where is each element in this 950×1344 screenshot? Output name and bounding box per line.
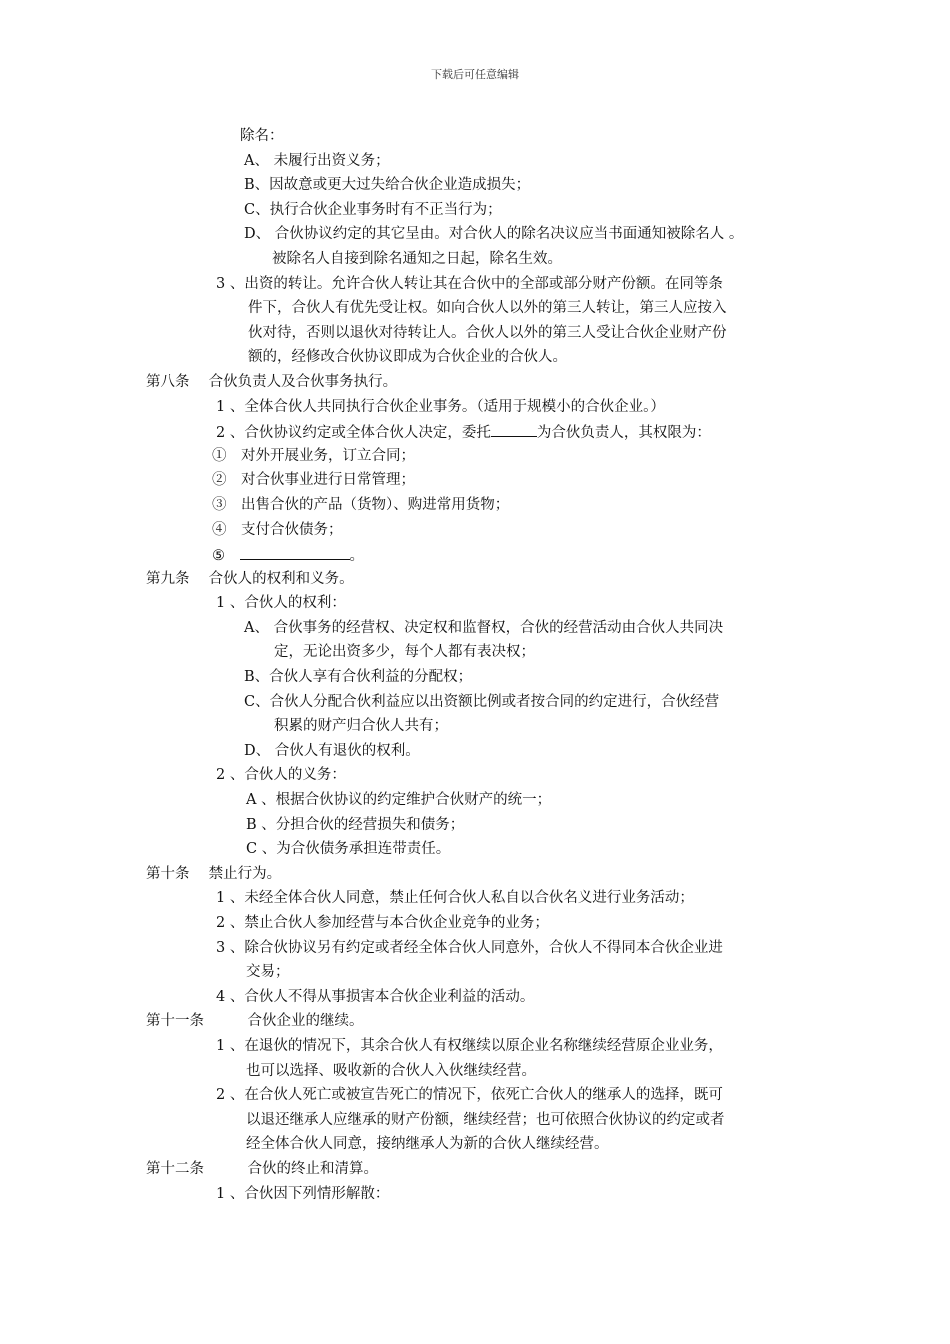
line-text: C、执行合伙企业事务时有不正当行为； [244, 201, 502, 218]
text-line [0, 591, 950, 616]
line-text-before: 2 、合伙协议约定或全体合伙人决定，委托 [216, 425, 491, 442]
line-text: ② 对合伙事业进行日常管理； [212, 472, 415, 489]
line-text: 除名： [240, 128, 284, 144]
text-line [0, 837, 950, 862]
text-line [0, 345, 950, 370]
article-heading [0, 862, 950, 887]
line-text: ③ 出售合伙的产品（货物）、购进常用货物； [212, 496, 510, 513]
line-text: C、合伙人分配合伙利益应以出资额比例或者按合同的约定进行，合伙经营 [244, 693, 720, 710]
fill-in-blank[interactable] [240, 542, 350, 560]
text-line [0, 936, 950, 961]
text-line [0, 960, 950, 985]
text-line [0, 690, 950, 715]
line-text [212, 542, 364, 569]
line-text: 交易； [246, 964, 290, 981]
text-line [0, 419, 950, 444]
line-text: 伙对待，否则以退伙对待转让人。合伙人以外的第三人受让合伙企业财产份 [248, 324, 727, 341]
line-text-before: ⑤ [212, 548, 240, 565]
line-text: ① 对外开展业务，订立合同； [212, 447, 415, 464]
text-line [0, 247, 950, 272]
line-text: 第九条 合伙人的权利和义务。 [146, 570, 354, 587]
text-line [0, 813, 950, 838]
article-heading [0, 567, 950, 592]
line-text: 1 、在退伙的情况下，其余合伙人有权继续以原企业名称继续经营原企业业务， [216, 1037, 723, 1054]
line-text: 以退还继承人应继承的财产份额，继续经营；也可依照合伙协议的约定或者 [246, 1111, 725, 1128]
text-line [0, 886, 950, 911]
line-text: D、 合伙人有退伙的权利。 [244, 742, 420, 759]
article-heading [0, 1157, 950, 1182]
text-line [0, 763, 950, 788]
line-text: A 、根据合伙协议的约定维护合伙财产的统一； [246, 792, 552, 809]
line-text: 第十条 禁止行为。 [146, 865, 282, 882]
line-text: 第十二条 合伙的终止和清算。 [146, 1160, 378, 1177]
text-line [0, 739, 950, 764]
text-line [0, 665, 950, 690]
line-text: 2 、在合伙人死亡或被宣告死亡的情况下，依死亡合伙人的继承人的选择，既可 [216, 1087, 723, 1104]
text-line [0, 296, 950, 321]
text-line [0, 149, 950, 174]
line-text: 额的，经修改合伙协议即成为合伙企业的合伙人。 [248, 349, 567, 366]
line-text: D、 合伙协议约定的其它呈由。对合伙人的除名决议应当书面通知被除名人 。 [244, 226, 744, 243]
text-line [0, 198, 950, 223]
line-text: 经全体合伙人同意，接纳继承人为新的合伙人继续经营。 [246, 1136, 609, 1153]
line-text: 3 、除合伙协议另有约定或者经全体合伙人同意外，合伙人不得同本合伙企业进 [216, 939, 723, 956]
text-line [0, 222, 950, 247]
text-line [0, 518, 950, 543]
line-text [216, 419, 711, 446]
text-line [0, 985, 950, 1010]
line-text: 1 、全体合伙人共同执行合伙企业事务。（适用于规模小的合伙企业。） [216, 398, 665, 415]
fill-in-blank[interactable] [491, 419, 537, 437]
text-line [0, 468, 950, 493]
line-text: 4 、合伙人不得从事损害本合伙企业利益的活动。 [216, 988, 535, 1005]
line-text: 定，无论出资多少，每个人都有表决权； [274, 644, 535, 661]
line-text: ④ 支付合伙债务； [212, 521, 343, 538]
document-body [0, 124, 950, 1206]
line-text: B、合伙人享有合伙利益的分配权； [244, 669, 473, 686]
text-line [0, 1083, 950, 1108]
text-line [0, 788, 950, 813]
line-text: 3 、出资的转让。允许合伙人转让其在合伙中的全部或部分财产份额。在同等条 [216, 275, 723, 292]
line-text: B 、分担合伙的经营损失和债务； [246, 816, 465, 833]
text-line [0, 173, 950, 198]
line-text: 积累的财产归合伙人共有； [274, 718, 448, 735]
line-text: 1 、未经全体合伙人同意，禁止任何合伙人私自以合伙名义进行业务活动； [216, 890, 694, 907]
line-text: B、因故意或更大过失给合伙企业造成损失； [244, 177, 531, 194]
line-text: 也可以选择、吸收新的合伙人入伙继续经营。 [246, 1062, 536, 1079]
text-line [0, 1059, 950, 1084]
text-line [0, 272, 950, 297]
line-text: 1 、合伙人的权利： [216, 595, 346, 612]
text-line [0, 444, 950, 469]
line-text-after: 为合伙负责人，其权限为： [536, 425, 711, 442]
line-text: 件下，合伙人有优先受让权。如向合伙人以外的第三人转让，第三人应按入 [248, 300, 727, 317]
text-line [0, 321, 950, 346]
line-text: 第十一条 合伙企业的继续。 [146, 1013, 364, 1030]
page-header: 下载后可任意编辑 [431, 68, 519, 81]
text-line [0, 640, 950, 665]
line-text: C 、为合伙债务承担连带责任。 [246, 841, 451, 858]
text-line [0, 911, 950, 936]
line-text: A、 未履行出资义务； [244, 152, 390, 169]
text-line [0, 124, 950, 149]
text-line [0, 1108, 950, 1133]
text-line [0, 542, 950, 567]
text-line [0, 493, 950, 518]
text-line [0, 1132, 950, 1157]
text-line [0, 395, 950, 420]
text-line [0, 714, 950, 739]
line-text: 1 、合伙因下列情形解散： [216, 1185, 390, 1202]
line-text: 第八条 合伙负责人及合伙事务执行。 [146, 373, 398, 390]
line-text: 被除名人自接到除名通知之日起，除名生效。 [272, 250, 562, 267]
article-heading [0, 370, 950, 395]
line-text: 2 、合伙人的义务： [216, 767, 346, 784]
article-heading [0, 1009, 950, 1034]
line-text: 2 、禁止合伙人参加经营与本合伙企业竞争的业务； [216, 915, 549, 931]
line-text: A、 合伙事务的经营权、决定权和监督权，合伙的经营活动由合伙人共同决 [244, 619, 724, 636]
text-line [0, 616, 950, 641]
text-line [0, 1034, 950, 1059]
text-line [0, 1182, 950, 1207]
line-text-after: 。 [349, 548, 364, 565]
